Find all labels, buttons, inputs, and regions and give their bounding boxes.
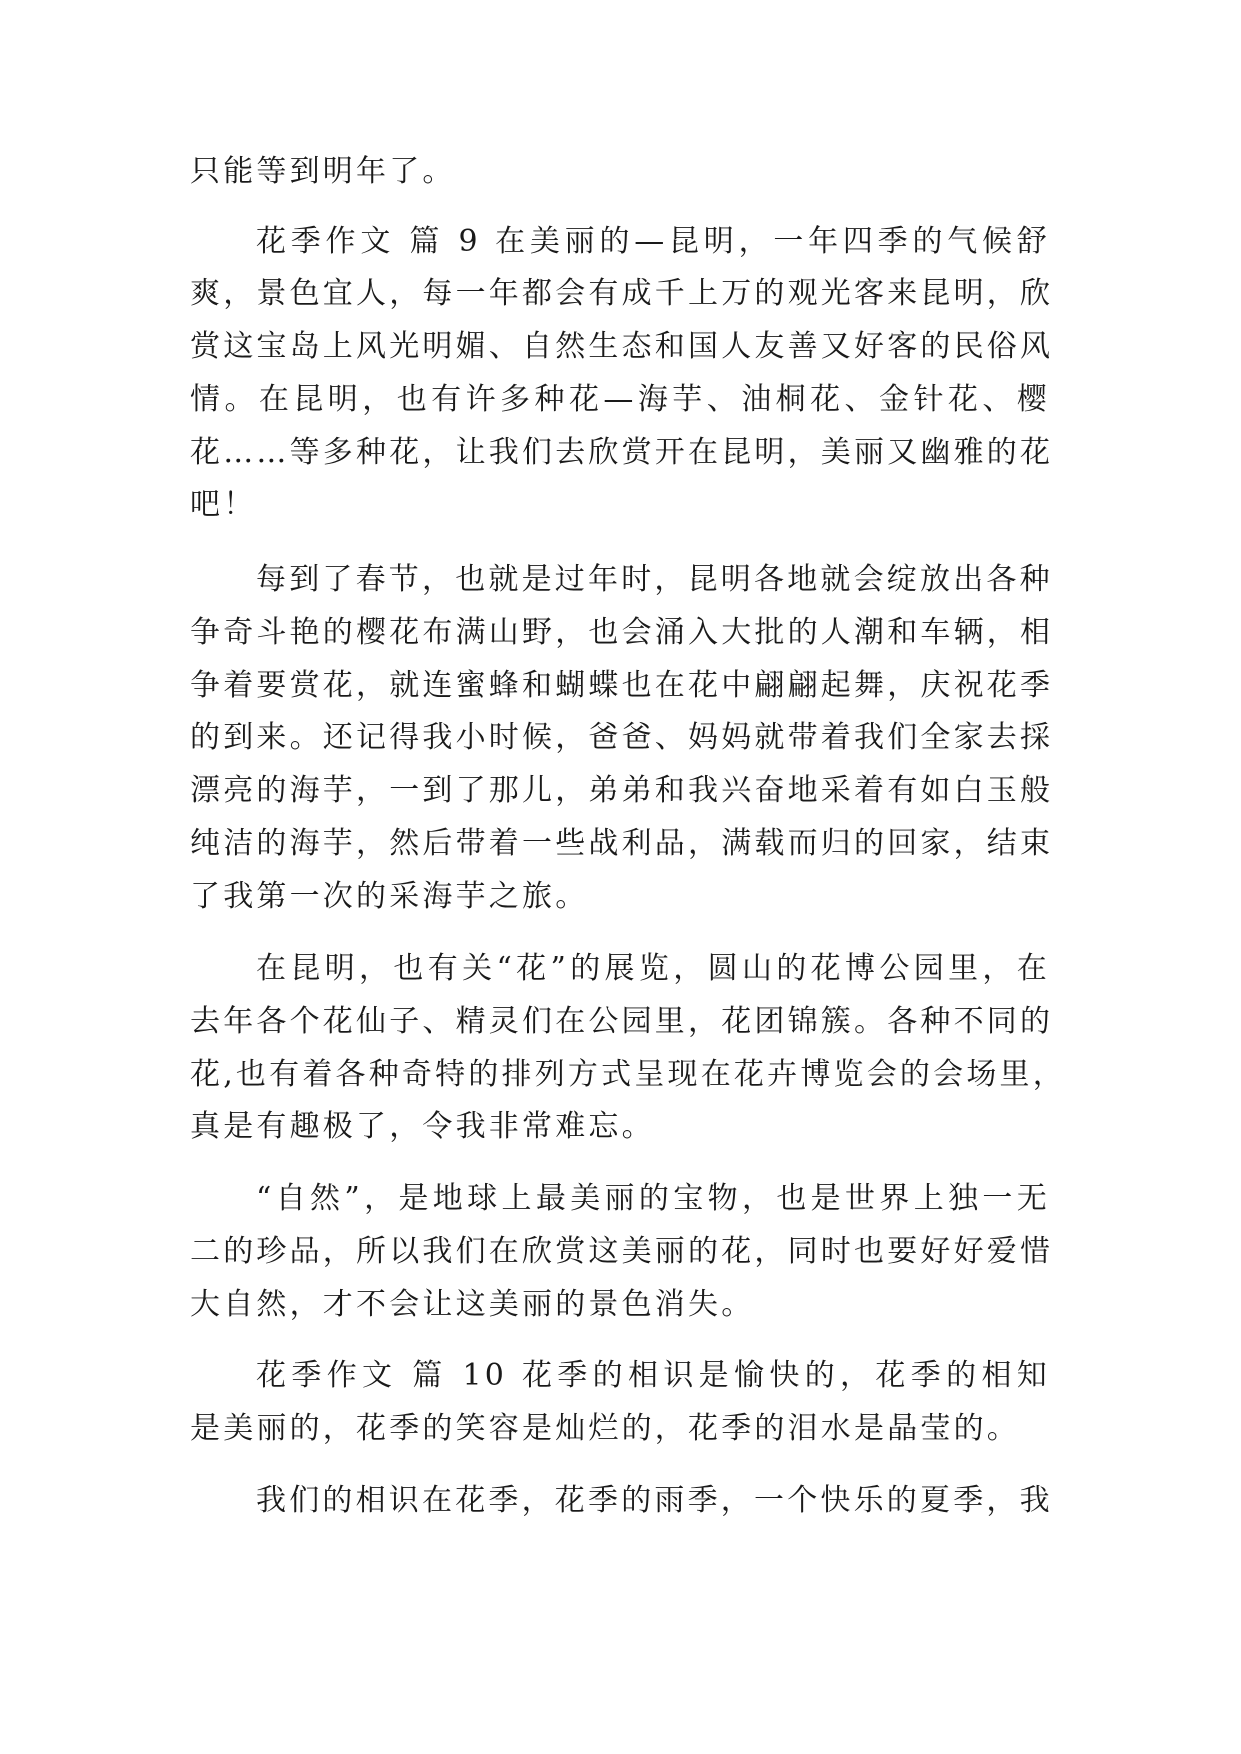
- text-line: 只能等到明年了。: [190, 154, 456, 189]
- text-line: 漂亮的海芋，一到了那儿，弟弟和我兴奋地采着有如白玉般: [190, 773, 1054, 808]
- text-line: 爽，景色宜人，每一年都会有成千上万的观光客来昆明，欣: [190, 276, 1054, 311]
- text-line: 争着要赏花，就连蜜蜂和蝴蝶也在花中翩翩起舞，庆祝花季: [190, 668, 1054, 703]
- text-line: “自然”，是地球上最美丽的宝物，也是世界上独一无: [256, 1181, 1050, 1216]
- text-line: 赏这宝岛上风光明媚、自然生态和国人友善又好客的民俗风: [190, 329, 1054, 364]
- text-line: 吧！: [190, 487, 257, 522]
- section-heading-line: 花季作文 篇 10 花季的相识是愉快的，花季的相知: [256, 1358, 1050, 1393]
- text-line: 花……等多种花，让我们去欣赏开在昆明，美丽又幽雅的花: [190, 435, 1054, 470]
- text-line: 花,也有着各种奇特的排列方式呈现在花卉博览会的会场里，: [190, 1057, 1066, 1092]
- section-heading-line: 花季作文 篇 9 在美丽的—昆明，一年四季的气候舒: [256, 224, 1050, 259]
- text-line: 去年各个花仙子、精灵们在公园里，花团锦簇。各种不同的: [190, 1004, 1054, 1039]
- text-line: 真是有趣极了，令我非常难忘。: [190, 1109, 655, 1144]
- text-line: 大自然，才不会让这美丽的景色消失。: [190, 1287, 755, 1322]
- text-line: 的到来。还记得我小时候，爸爸、妈妈就带着我们全家去採: [190, 720, 1054, 755]
- text-line: 二的珍品，所以我们在欣赏这美丽的花，同时也要好好爱惜: [190, 1234, 1054, 1269]
- text-line: 每到了春节，也就是过年时，昆明各地就会绽放出各种: [256, 562, 1053, 597]
- text-line: 了我第一次的采海芋之旅。: [190, 879, 589, 914]
- text-line: 在昆明，也有关“花”的展览，圆山的花博公园里，在: [256, 951, 1050, 986]
- text-line: 是美丽的，花季的笑容是灿烂的，花季的泪水是晶莹的。: [190, 1411, 1020, 1446]
- text-line: 情。在昆明，也有许多种花—海芋、油桐花、金针花、樱: [190, 382, 1050, 417]
- text-line: 纯洁的海芋，然后带着一些战利品，满载而归的回家，结束: [190, 826, 1054, 861]
- text-line: 争奇斗艳的樱花布满山野，也会涌入大批的人潮和车辆，相: [190, 615, 1054, 650]
- text-line: 我们的相识在花季，花季的雨季，一个快乐的夏季，我: [256, 1483, 1053, 1518]
